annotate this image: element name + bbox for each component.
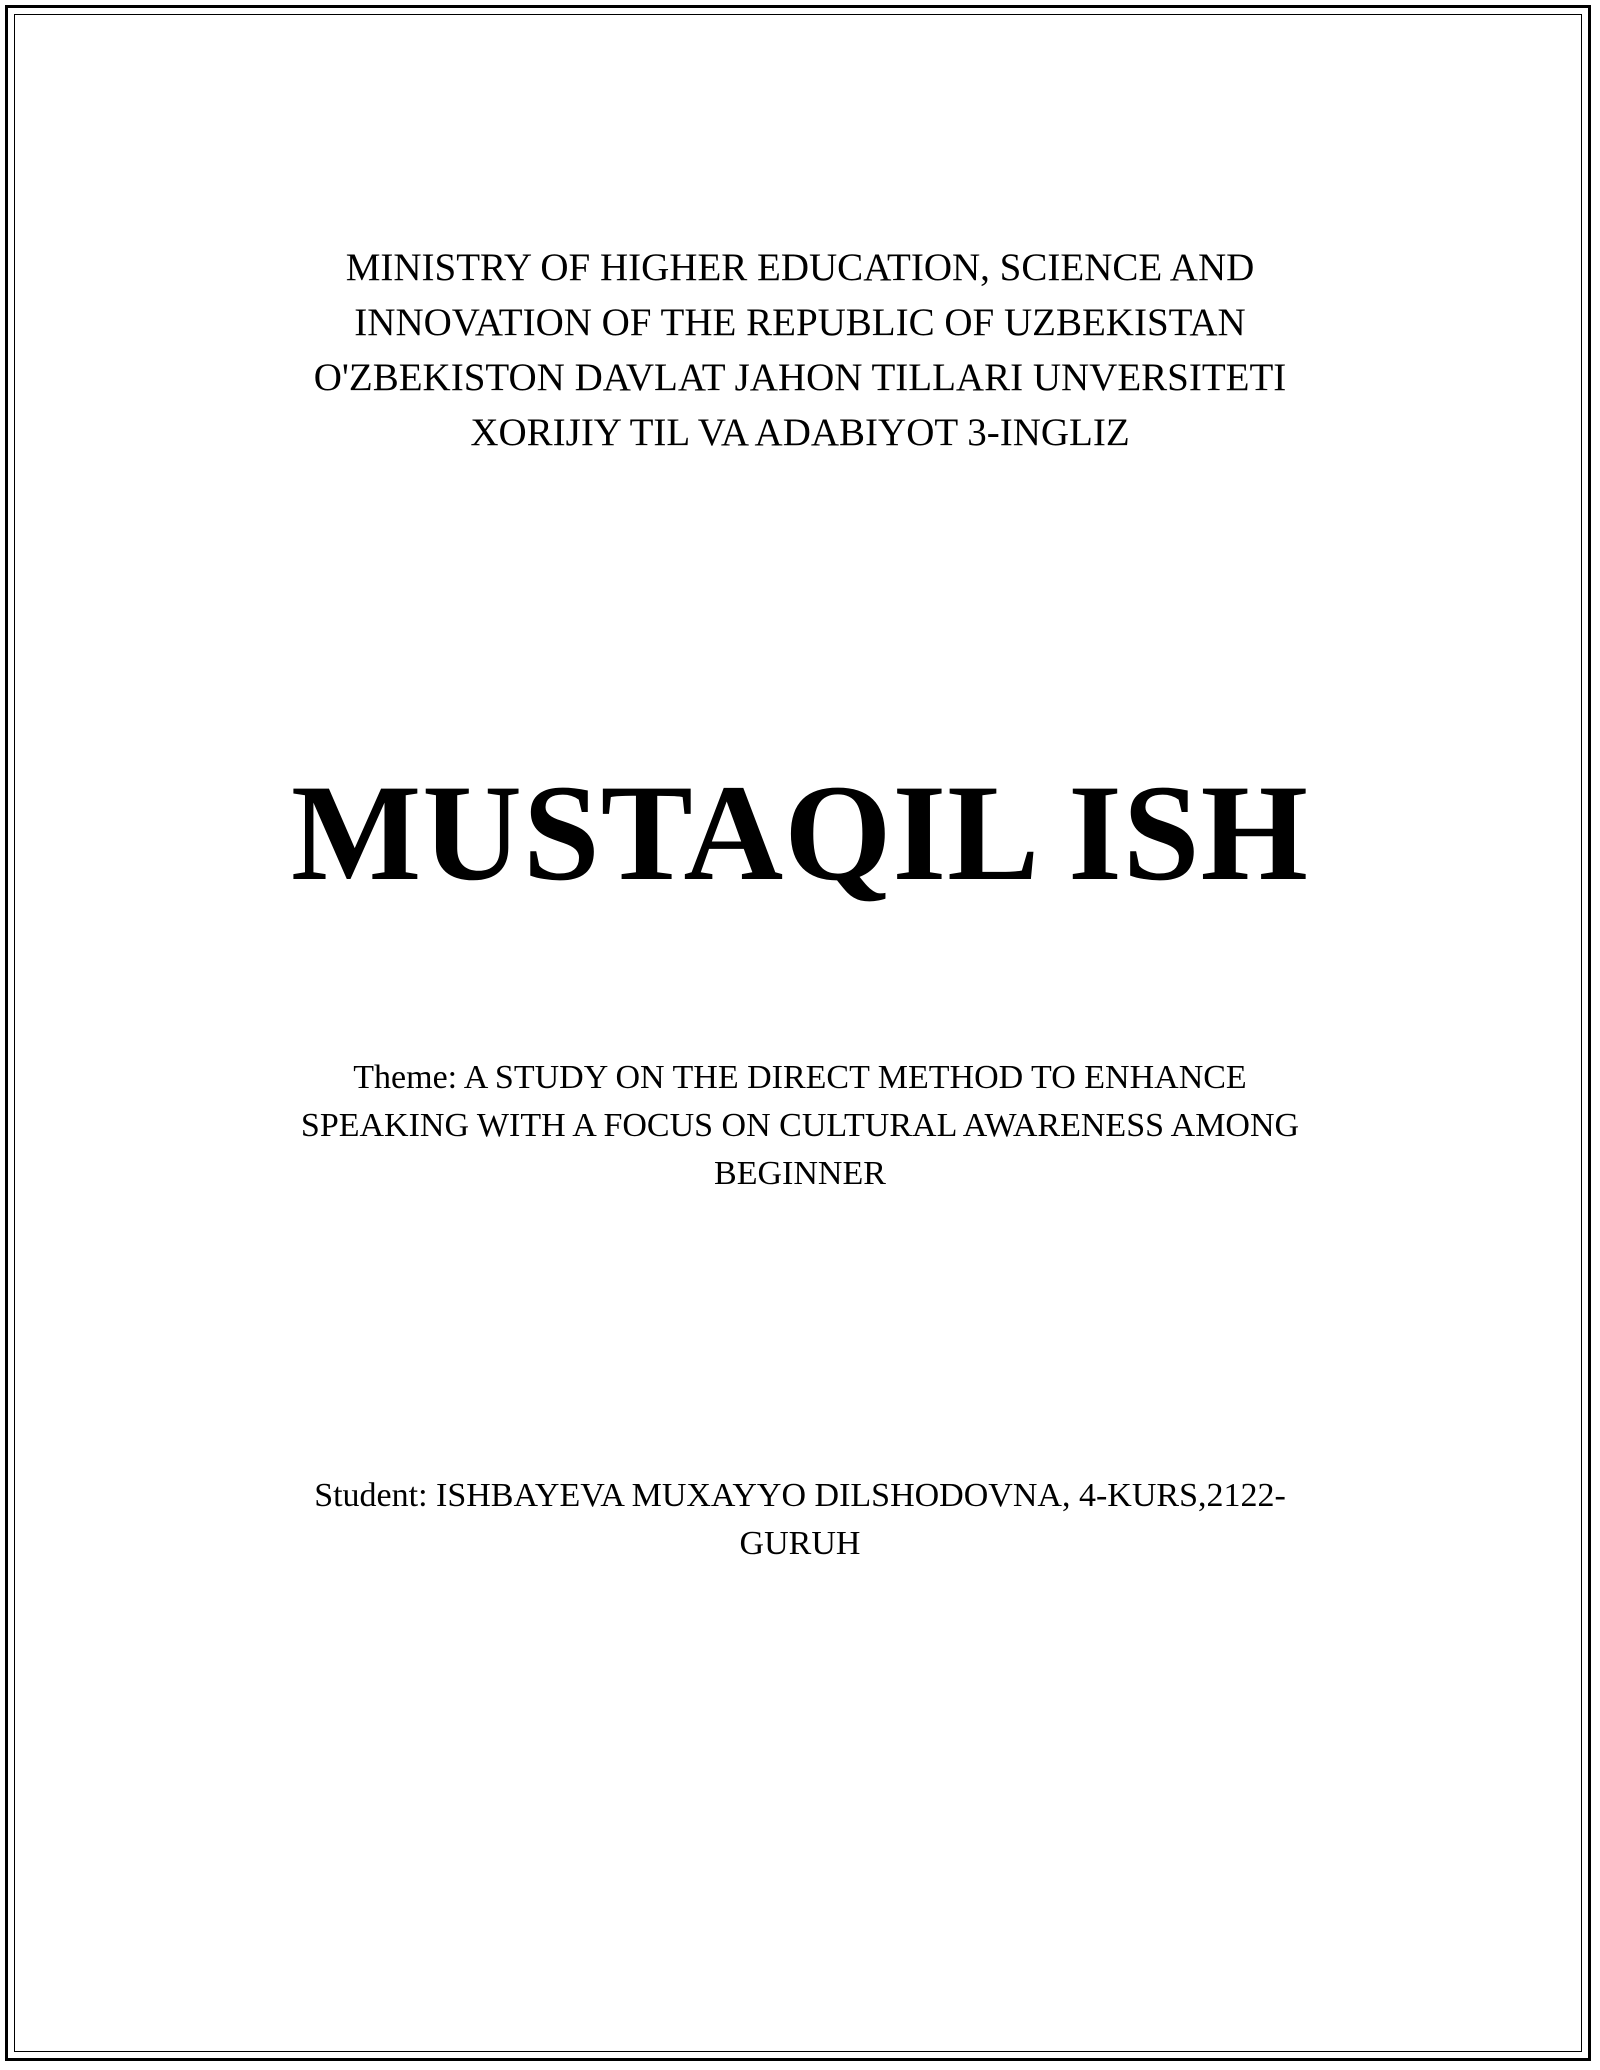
header-line-faculty: XORIJIY TIL VA ADABIYOT 3-INGLIZ	[470, 411, 1130, 454]
student-line-1: Student: ISHBAYEVA MUXAYYO DILSHODOVNA, 4-KURS,2122-	[314, 1477, 1286, 1514]
header-line-ministry-1: MINISTRY OF HIGHER EDUCATION, SCIENCE AND	[345, 246, 1255, 289]
theme-line-1: Theme: A STUDY ON THE DIRECT METHOD TO ENHANCE	[353, 1059, 1247, 1096]
theme-line-2: SPEAKING WITH A FOCUS ON CULTURAL AWARENESS AMONG	[300, 1107, 1300, 1144]
header-line-university: O'ZBEKISTON DAVLAT JAHON TILLARI UNVERSITETI	[313, 356, 1287, 399]
theme-text	[230, 1054, 1370, 1198]
institution-header	[0, 240, 1600, 460]
theme-line-3: BEGINNER	[714, 1155, 886, 1192]
student-line-2: GURUH	[739, 1525, 861, 1562]
header-line-ministry-2: INNOVATION OF THE REPUBLIC OF UZBEKISTAN	[354, 301, 1246, 344]
student-info	[230, 1472, 1370, 1568]
document-title: MUSTAQIL ISH	[291, 756, 1309, 909]
